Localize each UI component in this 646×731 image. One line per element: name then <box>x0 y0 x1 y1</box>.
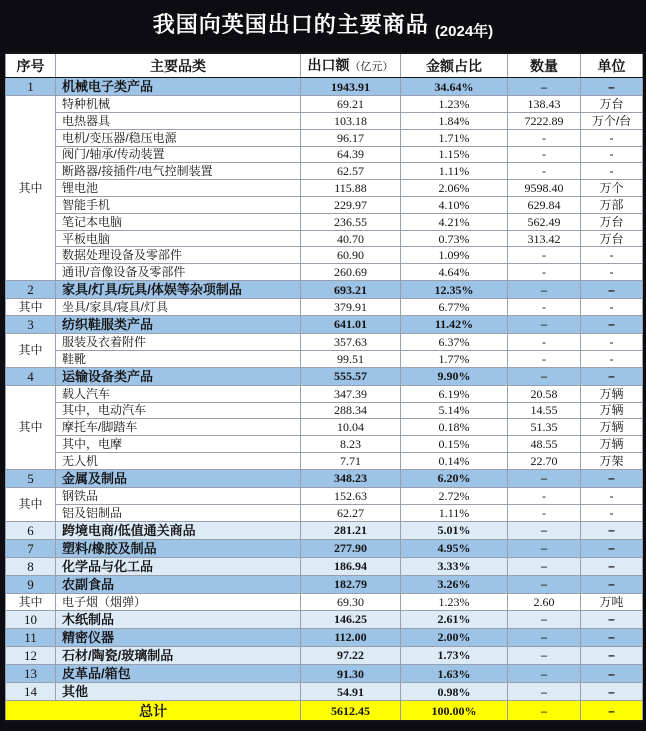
share-value-cell: 11.42% <box>401 315 508 333</box>
share-value-cell: 0.73% <box>401 230 508 247</box>
unit-cell: – <box>581 701 643 721</box>
table-row <box>6 213 643 230</box>
unit-cell: 万个 <box>581 180 643 197</box>
export-value-cell: 10.04 <box>301 419 401 436</box>
unit-cell: – <box>581 315 643 333</box>
share-value-cell: 5.14% <box>401 402 508 419</box>
qty-value-cell: 22.70 <box>508 453 581 470</box>
table-row <box>6 78 643 96</box>
qty-value-cell: 2.60 <box>508 593 581 610</box>
qty-value-cell: – <box>508 683 581 701</box>
col-header-share: 金额占比 <box>401 53 508 78</box>
category-cell: 化学品与化工品 <box>56 557 301 575</box>
category-cell: 塑料/橡胶及制品 <box>56 539 301 557</box>
export-value-cell: 8.23 <box>301 436 401 453</box>
export-value-cell: 229.97 <box>301 196 401 213</box>
group-label-cell: 其中 <box>6 385 56 469</box>
category-cell: 精密仪器 <box>56 628 301 646</box>
share-value-cell: 100.00% <box>401 701 508 721</box>
seq-cell: 6 <box>6 521 56 539</box>
category-cell: 服装及衣着附件 <box>56 334 301 351</box>
share-value-cell: 0.15% <box>401 436 508 453</box>
qty-value-cell: – <box>508 469 581 487</box>
share-value-cell: 1.09% <box>401 247 508 264</box>
unit-cell: - <box>581 146 643 163</box>
table-row <box>6 264 643 281</box>
table-row <box>6 146 643 163</box>
qty-value-cell: 14.55 <box>508 402 581 419</box>
table-row <box>6 402 643 419</box>
table-row <box>6 334 643 351</box>
export-value-cell: 182.79 <box>301 575 401 593</box>
category-cell: 木纸制品 <box>56 610 301 628</box>
export-value-cell: 7.71 <box>301 453 401 470</box>
export-value-cell: 693.21 <box>301 281 401 299</box>
category-cell: 纺织鞋服类产品 <box>56 315 301 333</box>
share-value-cell: 4.64% <box>401 264 508 281</box>
table-row <box>6 539 643 557</box>
share-value-cell: 2.06% <box>401 180 508 197</box>
seq-cell: 4 <box>6 367 56 385</box>
qty-value-cell: – <box>508 521 581 539</box>
table-row <box>6 557 643 575</box>
unit-cell: - <box>581 264 643 281</box>
group-label-cell: 其中 <box>6 299 56 316</box>
table-row <box>6 504 643 521</box>
unit-cell: 万台 <box>581 230 643 247</box>
share-value-cell: 1.23% <box>401 593 508 610</box>
qty-value-cell: 7222.89 <box>508 112 581 129</box>
qty-value-cell: - <box>508 129 581 146</box>
unit-cell: - <box>581 350 643 367</box>
seq-cell: 13 <box>6 665 56 683</box>
group-label-cell: 其中 <box>6 334 56 368</box>
category-cell: 锂电池 <box>56 180 301 197</box>
table-row <box>6 610 643 628</box>
export-value-cell: 260.69 <box>301 264 401 281</box>
unit-cell: 万吨 <box>581 593 643 610</box>
category-cell: 电机/变压器/稳压电源 <box>56 129 301 146</box>
qty-value-cell: – <box>508 557 581 575</box>
qty-value-cell: 51.35 <box>508 419 581 436</box>
category-cell: 通讯/音像设备及零部件 <box>56 264 301 281</box>
qty-value-cell: - <box>508 146 581 163</box>
category-cell: 摩托车/脚踏车 <box>56 419 301 436</box>
unit-cell: – <box>581 683 643 701</box>
share-value-cell: 6.37% <box>401 334 508 351</box>
export-value-cell: 146.25 <box>301 610 401 628</box>
qty-value-cell: - <box>508 504 581 521</box>
share-value-cell: 0.18% <box>401 419 508 436</box>
export-value-cell: 99.51 <box>301 350 401 367</box>
seq-cell: 12 <box>6 646 56 664</box>
category-cell: 铝及铝制品 <box>56 504 301 521</box>
share-value-cell: 1.73% <box>401 646 508 664</box>
export-value-cell: 1943.91 <box>301 78 401 96</box>
share-value-cell: 1.84% <box>401 112 508 129</box>
qty-value-cell: – <box>508 281 581 299</box>
export-value-cell: 348.23 <box>301 469 401 487</box>
qty-value-cell: 562.49 <box>508 213 581 230</box>
table-row <box>6 299 643 316</box>
table-row <box>6 112 643 129</box>
title-bar <box>0 0 646 52</box>
qty-value-cell: – <box>508 539 581 557</box>
table-row <box>6 230 643 247</box>
table-row <box>6 129 643 146</box>
seq-cell: 7 <box>6 539 56 557</box>
share-value-cell: 1.11% <box>401 163 508 180</box>
unit-cell: – <box>581 469 643 487</box>
qty-value-cell: 313.42 <box>508 230 581 247</box>
table-row <box>6 350 643 367</box>
qty-value-cell: - <box>508 334 581 351</box>
qty-value-cell: 20.58 <box>508 385 581 402</box>
unit-cell: – <box>581 646 643 664</box>
share-value-cell: 1.23% <box>401 96 508 113</box>
export-value-cell: 186.94 <box>301 557 401 575</box>
export-value-cell: 54.91 <box>301 683 401 701</box>
table-row <box>6 96 643 113</box>
col-header-export-unit: （亿元） <box>349 61 394 73</box>
export-value-cell: 96.17 <box>301 129 401 146</box>
share-value-cell: 1.71% <box>401 129 508 146</box>
export-value-cell: 69.30 <box>301 593 401 610</box>
unit-cell: – <box>581 557 643 575</box>
export-value-cell: 152.63 <box>301 487 401 504</box>
qty-value-cell: – <box>508 665 581 683</box>
share-value-cell: 1.15% <box>401 146 508 163</box>
col-header-category: 主要品类 <box>56 53 301 78</box>
export-value-cell: 555.57 <box>301 367 401 385</box>
unit-cell: – <box>581 628 643 646</box>
category-cell: 钢铁品 <box>56 487 301 504</box>
unit-cell: 万台 <box>581 213 643 230</box>
share-value-cell: 2.72% <box>401 487 508 504</box>
seq-cell: 11 <box>6 628 56 646</box>
export-value-cell: 103.18 <box>301 112 401 129</box>
share-value-cell: 5.01% <box>401 521 508 539</box>
qty-value-cell: 9598.40 <box>508 180 581 197</box>
col-header-seq: 序号 <box>6 53 56 78</box>
category-cell: 载人汽车 <box>56 385 301 402</box>
seq-cell: 3 <box>6 315 56 333</box>
unit-cell: – <box>581 539 643 557</box>
qty-value-cell: – <box>508 646 581 664</box>
category-cell: 机械电子类产品 <box>56 78 301 96</box>
category-cell: 运输设备类产品 <box>56 367 301 385</box>
share-value-cell: 34.64% <box>401 78 508 96</box>
seq-cell: 2 <box>6 281 56 299</box>
export-value-cell: 277.90 <box>301 539 401 557</box>
qty-value-cell: – <box>508 78 581 96</box>
unit-cell: - <box>581 334 643 351</box>
share-value-cell: 3.33% <box>401 557 508 575</box>
category-cell: 断路器/接插件/电气控制装置 <box>56 163 301 180</box>
export-value-cell: 115.88 <box>301 180 401 197</box>
seq-cell: 10 <box>6 610 56 628</box>
table-row <box>6 163 643 180</box>
share-value-cell: 6.77% <box>401 299 508 316</box>
total-label-cell: 总计 <box>6 701 301 721</box>
table-row <box>6 665 643 683</box>
qty-value-cell: 629.84 <box>508 196 581 213</box>
qty-value-cell: - <box>508 299 581 316</box>
export-value-cell: 281.21 <box>301 521 401 539</box>
table-body <box>6 78 643 722</box>
col-header-unit: 单位 <box>581 53 643 78</box>
unit-cell: 万辆 <box>581 419 643 436</box>
unit-cell: - <box>581 504 643 521</box>
unit-cell: - <box>581 163 643 180</box>
table-row <box>6 683 643 701</box>
unit-cell: 万台 <box>581 96 643 113</box>
group-label-cell: 其中 <box>6 96 56 281</box>
unit-cell: - <box>581 487 643 504</box>
export-value-cell: 357.63 <box>301 334 401 351</box>
group-label-cell: 其中 <box>6 593 56 610</box>
unit-cell: - <box>581 247 643 264</box>
table-row <box>6 367 643 385</box>
qty-value-cell: – <box>508 575 581 593</box>
category-cell: 无人机 <box>56 453 301 470</box>
qty-value-cell: - <box>508 247 581 264</box>
share-value-cell: 0.14% <box>401 453 508 470</box>
category-cell: 金属及制品 <box>56 469 301 487</box>
seq-cell: 14 <box>6 683 56 701</box>
category-cell: 跨境电商/低值通关商品 <box>56 521 301 539</box>
export-value-cell: 60.90 <box>301 247 401 264</box>
qty-value-cell: 138.43 <box>508 96 581 113</box>
col-header-export: 出口额（亿元） <box>301 53 401 78</box>
group-label-cell: 其中 <box>6 487 56 521</box>
qty-value-cell: – <box>508 628 581 646</box>
export-value-cell: 62.27 <box>301 504 401 521</box>
share-value-cell: 2.00% <box>401 628 508 646</box>
category-cell: 电子烟（烟弹） <box>56 593 301 610</box>
unit-cell: - <box>581 299 643 316</box>
table-row <box>6 180 643 197</box>
category-cell: 坐具/家具/寝具/灯具 <box>56 299 301 316</box>
table-row <box>6 521 643 539</box>
export-value-cell: 288.34 <box>301 402 401 419</box>
total-row <box>6 701 643 721</box>
table-row <box>6 628 643 646</box>
share-value-cell: 3.26% <box>401 575 508 593</box>
category-cell: 数据处理设备及零部件 <box>56 247 301 264</box>
category-cell: 皮革品/箱包 <box>56 665 301 683</box>
table-row <box>6 487 643 504</box>
export-value-cell: 641.01 <box>301 315 401 333</box>
qty-value-cell: - <box>508 163 581 180</box>
category-cell: 石材/陶瓷/玻璃制品 <box>56 646 301 664</box>
table-row <box>6 281 643 299</box>
category-cell: 智能手机 <box>56 196 301 213</box>
seq-cell: 8 <box>6 557 56 575</box>
table-row <box>6 593 643 610</box>
share-value-cell: 1.63% <box>401 665 508 683</box>
share-value-cell: 6.19% <box>401 385 508 402</box>
share-value-cell: 1.77% <box>401 350 508 367</box>
category-cell: 农副食品 <box>56 575 301 593</box>
table-row <box>6 646 643 664</box>
share-value-cell: 9.90% <box>401 367 508 385</box>
category-cell: 家具/灯具/玩具/体娱等杂项制品 <box>56 281 301 299</box>
share-value-cell: 0.98% <box>401 683 508 701</box>
category-cell: 阀门/轴承/传动装置 <box>56 146 301 163</box>
export-value-cell: 347.39 <box>301 385 401 402</box>
qty-value-cell: - <box>508 487 581 504</box>
export-value-cell: 379.91 <box>301 299 401 316</box>
table-row <box>6 196 643 213</box>
category-cell: 电热器具 <box>56 112 301 129</box>
export-value-cell: 112.00 <box>301 628 401 646</box>
table-row <box>6 419 643 436</box>
unit-cell: – <box>581 521 643 539</box>
table-row <box>6 575 643 593</box>
qty-value-cell: - <box>508 350 581 367</box>
export-table <box>5 52 643 722</box>
qty-value-cell: – <box>508 701 581 721</box>
qty-value-cell: – <box>508 610 581 628</box>
export-value-cell: 64.39 <box>301 146 401 163</box>
col-header-qty: 数量 <box>508 53 581 78</box>
share-value-cell: 4.95% <box>401 539 508 557</box>
unit-cell: – <box>581 610 643 628</box>
table-row <box>6 436 643 453</box>
page-title: 我国向英国出口的主要商品 <box>152 12 429 37</box>
export-table-wrapper <box>5 52 642 722</box>
unit-cell: 万辆 <box>581 402 643 419</box>
unit-cell: – <box>581 367 643 385</box>
export-value-cell: 236.55 <box>301 213 401 230</box>
unit-cell: 万个/台 <box>581 112 643 129</box>
table-row <box>6 453 643 470</box>
table-row <box>6 247 643 264</box>
header-row <box>6 53 643 78</box>
category-cell: 其中，电摩 <box>56 436 301 453</box>
export-value-cell: 91.30 <box>301 665 401 683</box>
unit-cell: - <box>581 129 643 146</box>
qty-value-cell: – <box>508 367 581 385</box>
share-value-cell: 12.35% <box>401 281 508 299</box>
seq-cell: 9 <box>6 575 56 593</box>
category-cell: 其中，电动汽车 <box>56 402 301 419</box>
page-title-year: (2024年) <box>434 22 494 40</box>
table-row <box>6 315 643 333</box>
unit-cell: 万架 <box>581 453 643 470</box>
unit-cell: – <box>581 575 643 593</box>
share-value-cell: 4.10% <box>401 196 508 213</box>
export-value-cell: 97.22 <box>301 646 401 664</box>
share-value-cell: 1.11% <box>401 504 508 521</box>
category-cell: 笔记本电脑 <box>56 213 301 230</box>
seq-cell: 1 <box>6 78 56 96</box>
export-value-cell: 40.70 <box>301 230 401 247</box>
category-cell: 其他 <box>56 683 301 701</box>
unit-cell: 万部 <box>581 196 643 213</box>
unit-cell: – <box>581 78 643 96</box>
export-value-cell: 62.57 <box>301 163 401 180</box>
category-cell: 平板电脑 <box>56 230 301 247</box>
share-value-cell: 4.21% <box>401 213 508 230</box>
category-cell: 特种机械 <box>56 96 301 113</box>
share-value-cell: 6.20% <box>401 469 508 487</box>
category-cell: 鞋靴 <box>56 350 301 367</box>
unit-cell: 万辆 <box>581 436 643 453</box>
qty-value-cell: - <box>508 264 581 281</box>
table-row <box>6 385 643 402</box>
table-row <box>6 469 643 487</box>
export-value-cell: 69.21 <box>301 96 401 113</box>
unit-cell: 万辆 <box>581 385 643 402</box>
table-header <box>6 53 643 78</box>
unit-cell: – <box>581 665 643 683</box>
unit-cell: – <box>581 281 643 299</box>
export-value-cell: 5612.45 <box>301 701 401 721</box>
share-value-cell: 2.61% <box>401 610 508 628</box>
qty-value-cell: – <box>508 315 581 333</box>
seq-cell: 5 <box>6 469 56 487</box>
qty-value-cell: 48.55 <box>508 436 581 453</box>
